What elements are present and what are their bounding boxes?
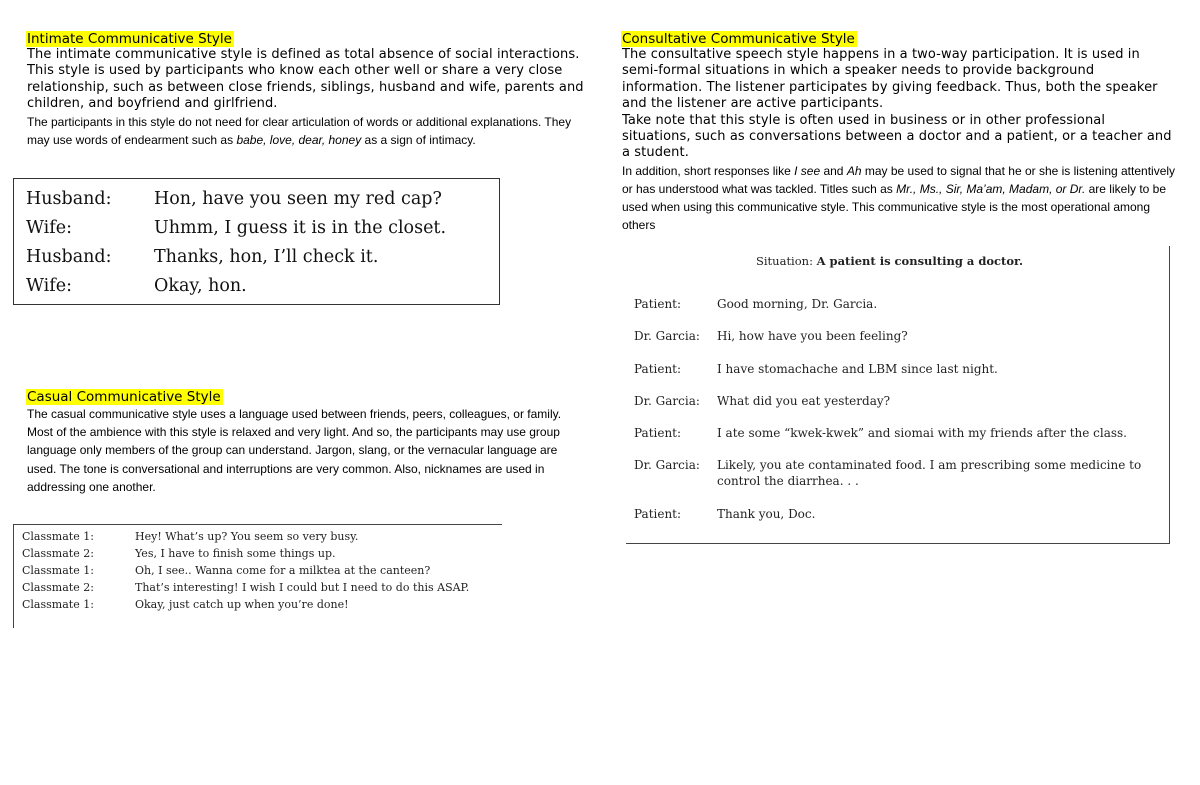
situation-caption	[756, 254, 1023, 268]
dialogue-line	[634, 296, 1157, 328]
intimate-details-end: as a sign of intimacy.	[361, 132, 476, 147]
dialogue-text: Thank you, Doc.	[717, 506, 816, 521]
consultative-dialogue	[634, 296, 1157, 538]
dialogue-line	[634, 506, 1157, 538]
consultative-details-g: are likely to be used when using this communicative style. This communicative style is the most operational among others	[622, 182, 1167, 233]
dialogue-speaker: Wife:	[26, 276, 73, 296]
dialogue-text: Okay, just catch up when you’re done!	[135, 598, 349, 611]
consultative-definition: The consultative speech style happens in a two-way participation. It is used in semi-formal situations in which a speaker needs to provide background information. The listener participates by giving feedback. Thus, both the speaker and the listener are active participants.	[622, 47, 1158, 112]
casual-heading: Casual Communicative Style	[27, 389, 221, 405]
dialogue-text: Uhmm, I guess it is in the closet.	[154, 218, 447, 238]
consultative-section	[622, 28, 1177, 235]
dialogue-speaker: Dr. Garcia:	[634, 393, 700, 408]
dialogue-speaker: Classmate 1:	[22, 564, 94, 577]
dialogue-line	[22, 528, 469, 545]
consultative-usage: Take note that this style is often used in business or in other professional situations, such as conversations between a doctor and a patient, or a teacher and a student.	[622, 112, 1172, 161]
consultative-dialogue-box	[626, 246, 1170, 544]
dialogue-line	[634, 328, 1157, 360]
dialogue-text: Hey! What’s up? You seem so very busy.	[135, 530, 359, 543]
dialogue-speaker: Patient:	[634, 297, 682, 311]
intimate-definition: The intimate communicative style is defined as total absence of social interactions. This style is used by participants who know each other well or share a very close relationship, such as between close friends, siblings, husband and wife, parents and children, and boyfriend and girlfriend.	[27, 47, 584, 112]
dialogue-text: Yes, I have to finish some things up.	[135, 547, 336, 560]
dialogue-speaker: Patient:	[634, 426, 682, 441]
dialogue-text: What did you eat yesterday?	[717, 393, 891, 408]
dialogue-speaker: Husband:	[26, 247, 112, 267]
dialogue-line	[26, 243, 446, 272]
dialogue-line	[22, 596, 469, 613]
casual-section	[27, 386, 587, 496]
dialogue-text: Hon, have you seen my red cap?	[154, 189, 442, 209]
casual-dialogue-box	[13, 524, 502, 628]
dialogue-line	[634, 457, 1157, 505]
dialogue-speaker: Dr. Garcia:	[634, 329, 700, 344]
dialogue-speaker: Dr. Garcia:	[634, 458, 700, 473]
dialogue-line	[26, 185, 446, 214]
intimate-heading: Intimate Communicative Style	[27, 31, 232, 47]
dialogue-text: Thanks, hon, I’ll check it.	[154, 247, 379, 267]
intimate-dialogue-box	[13, 178, 500, 305]
intimate-details-start: The participants in this style do not need for clear articulation of words or additional explanations. They may use words of endearment such as	[27, 114, 572, 147]
dialogue-text: I ate some “kwek-kwek” and siomai with my friends after the class.	[717, 426, 1127, 441]
consultative-details	[622, 162, 1177, 235]
dialogue-line	[22, 562, 469, 579]
dialogue-speaker: Patient:	[634, 361, 682, 376]
dialogue-speaker: Classmate 2:	[22, 581, 94, 594]
dialogue-text: Okay, hon.	[154, 276, 247, 296]
dialogue-text: Good morning, Dr. Garcia.	[717, 297, 878, 311]
dialogue-speaker: Wife:	[26, 218, 73, 238]
dialogue-text: Hi, how have you been feeling?	[717, 329, 908, 344]
dialogue-speaker: Patient:	[634, 506, 682, 521]
casual-definition: The casual communicative style uses a language used between friends, peers, colleagues, or family. Most of the ambience with this style is relaxed and very light. And so, the participants may use group language only members of the group can understand. Jargon, slang, or the vernacular language are used. The tone is conversational and interruptions are very common. Also, nicknames are used in addressing one another.	[27, 407, 562, 494]
consultative-details-e: may be used to signal that he or she is listening attentively or has understood what was tackled. Titles such as	[622, 163, 1176, 197]
dialogue-line	[634, 425, 1157, 457]
dialogue-line	[26, 214, 446, 243]
dialogue-text: I have stomachache and LBM since last night.	[717, 361, 998, 376]
dialogue-line	[22, 579, 469, 596]
intimate-details	[27, 113, 587, 149]
dialogue-speaker: Classmate 2:	[22, 547, 94, 560]
dialogue-speaker: Classmate 1:	[22, 598, 94, 611]
example-ah: Ah	[846, 163, 862, 178]
consultative-details-c: and	[820, 163, 847, 178]
consultative-details-a: In addition, short responses like	[622, 163, 795, 178]
situation-label: Situation:	[756, 254, 813, 268]
consultative-heading: Consultative Communicative Style	[622, 31, 855, 47]
dialogue-line	[634, 361, 1157, 393]
example-i-see: I see	[794, 163, 821, 178]
dialogue-speaker: Classmate 1:	[22, 530, 94, 543]
dialogue-text: Likely, you ate contaminated food. I am prescribing some medicine to control the diarrhea. . .	[717, 458, 1142, 489]
intimate-section	[27, 28, 587, 149]
example-titles: Mr., Ms., Sir, Ma’am, Madam, or Dr.	[896, 182, 1086, 197]
dialogue-text: That’s interesting! I wish I could but I need to do this ASAP.	[135, 581, 470, 594]
dialogue-speaker: Husband:	[26, 189, 112, 209]
situation-text: A patient is consulting a doctor.	[816, 254, 1024, 268]
intimate-dialogue	[26, 185, 446, 301]
dialogue-line	[26, 272, 446, 301]
dialogue-text: Oh, I see.. Wanna come for a milktea at the canteen?	[135, 564, 431, 577]
casual-dialogue	[22, 528, 469, 613]
endearment-examples: babe, love, dear, honey	[236, 132, 362, 147]
dialogue-line	[22, 545, 469, 562]
dialogue-line	[634, 393, 1157, 425]
